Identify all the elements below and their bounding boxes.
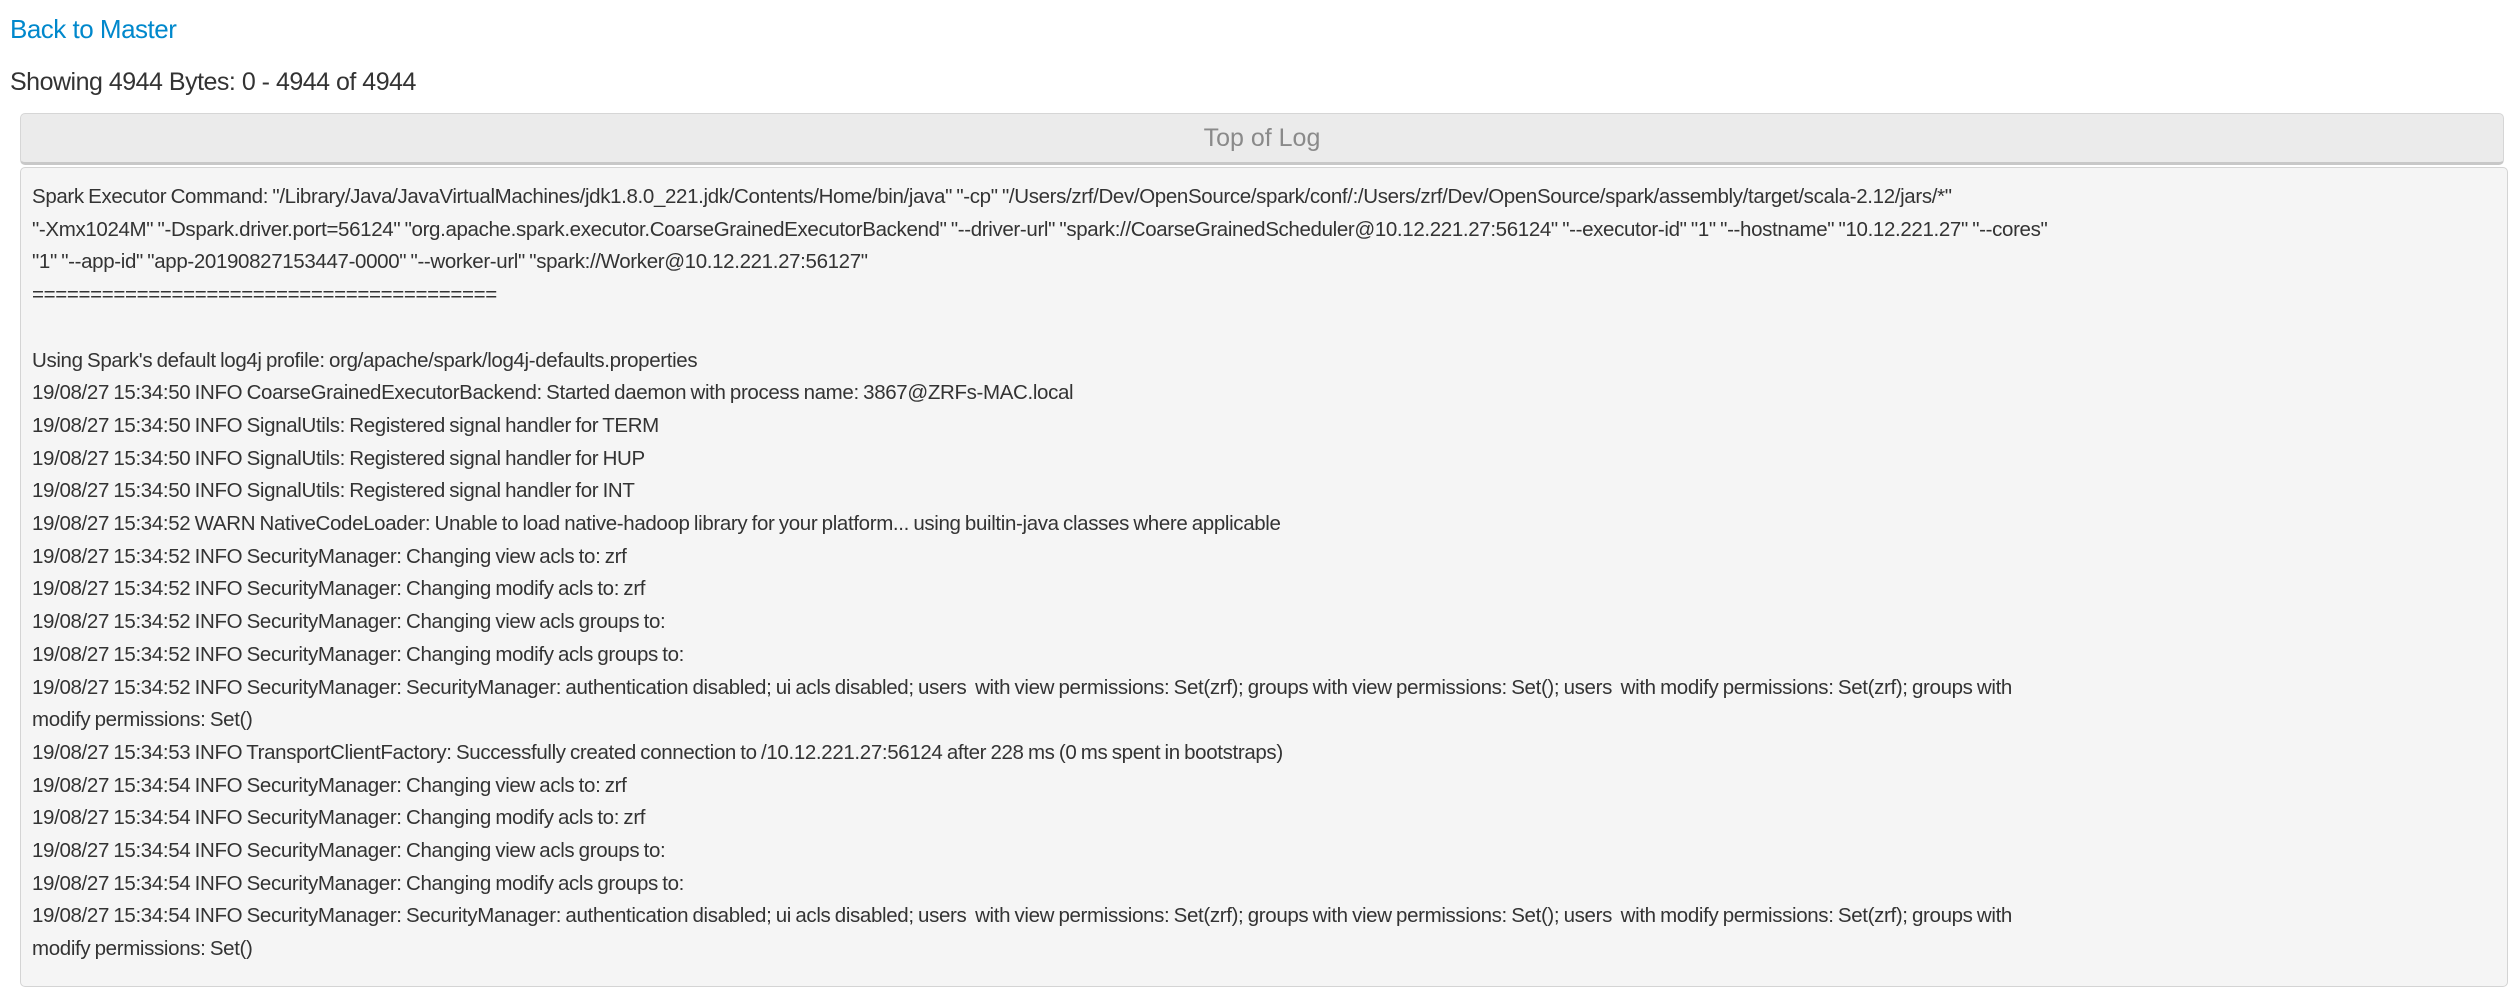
log-line: 19/08/27 15:34:54 INFO SecurityManager: SecurityManager: authentication disabled; ui acls disabled; users with view permissions: Set(zrf); groups with view permissions: Set(); users with modify permissions: Set(zrf); groups with bbox=[32, 904, 2012, 928]
log-line: modify permissions: Set() bbox=[32, 937, 253, 961]
log-line: 19/08/27 15:34:54 INFO SecurityManager: Changing modify acls groups to: bbox=[32, 871, 689, 895]
log-line: 19/08/27 15:34:54 INFO SecurityManager: Changing modify acls to: zrf bbox=[32, 806, 646, 830]
log-line: 19/08/27 15:34:50 INFO SignalUtils: Registered signal handler for TERM bbox=[32, 413, 659, 437]
byte-range-status: Showing 4944 Bytes: 0 - 4944 of 4944 bbox=[10, 68, 416, 96]
top-of-log-button[interactable]: Top of Log bbox=[20, 113, 2504, 165]
log-line: 19/08/27 15:34:52 WARN NativeCodeLoader: Unable to load native-hadoop library for your platform... using builtin-java classes where applicable bbox=[32, 512, 1281, 536]
log-line: 19/08/27 15:34:52 INFO SecurityManager: Changing modify acls to: zrf bbox=[32, 577, 646, 601]
log-line: 19/08/27 15:34:54 INFO SecurityManager: Changing view acls to: zrf bbox=[32, 773, 627, 797]
log-line: 19/08/27 15:34:54 INFO SecurityManager: Changing view acls groups to: bbox=[32, 839, 670, 863]
log-line: ======================================== bbox=[32, 283, 497, 307]
log-line bbox=[32, 312, 2495, 345]
log-line: 19/08/27 15:34:52 INFO SecurityManager: Changing view acls groups to: bbox=[32, 610, 670, 634]
log-line: 19/08/27 15:34:50 INFO SignalUtils: Registered signal handler for HUP bbox=[32, 446, 645, 470]
log-line: Spark Executor Command: "/Library/Java/JavaVirtualMachines/jdk1.8.0_221.jdk/Contents/Home/bin/java" "-cp" "/Users/zrf/Dev/OpenSource/spark/conf/:/Users/zrf/Dev/OpenSource/spark/assembly/target/scala-2.12/jars/*" bbox=[32, 185, 1952, 208]
log-line: 19/08/27 15:34:52 INFO SecurityManager: Changing modify acls groups to: bbox=[32, 642, 689, 666]
back-to-master-link[interactable]: Back to Master bbox=[10, 14, 177, 44]
log-content[interactable] bbox=[20, 167, 2508, 987]
log-line: "1" "--app-id" "app-20190827153447-0000" "--worker-url" "spark://Worker@10.12.221.27:56127" bbox=[32, 250, 868, 274]
log-line: 19/08/27 15:34:50 INFO SignalUtils: Registered signal handler for INT bbox=[32, 479, 635, 503]
log-line: "-Xmx1024M" "-Dspark.driver.port=56124" "org.apache.spark.executor.CoarseGrainedExecutorBackend" "--driver-url" "spark://CoarseGrainedScheduler@10.12.221.27:56124" "--executor-id" "1" "--hostname" "10.12.221.27" "--cores" bbox=[32, 217, 2048, 241]
log-line: modify permissions: Set() bbox=[32, 708, 253, 732]
log-line: 19/08/27 15:34:52 INFO SecurityManager: Changing view acls to: zrf bbox=[32, 544, 627, 568]
log-line: Using Spark's default log4j profile: org/apache/spark/log4j-defaults.properties bbox=[32, 348, 698, 372]
log-line: 19/08/27 15:34:53 INFO TransportClientFactory: Successfully created connection to /10.12.221.27:56124 after 228 ms (0 ms spent in bootstraps) bbox=[32, 740, 1283, 764]
log-line: 19/08/27 15:34:52 INFO SecurityManager: SecurityManager: authentication disabled; ui acls disabled; users with view permissions: Set(zrf); groups with view permissions: Set(); users with modify permissions: Set(zrf); groups with bbox=[32, 675, 2012, 699]
log-line: 19/08/27 15:34:50 INFO CoarseGrainedExecutorBackend: Started daemon with process name: 3867@ZRFs-MAC.local bbox=[32, 381, 1074, 405]
